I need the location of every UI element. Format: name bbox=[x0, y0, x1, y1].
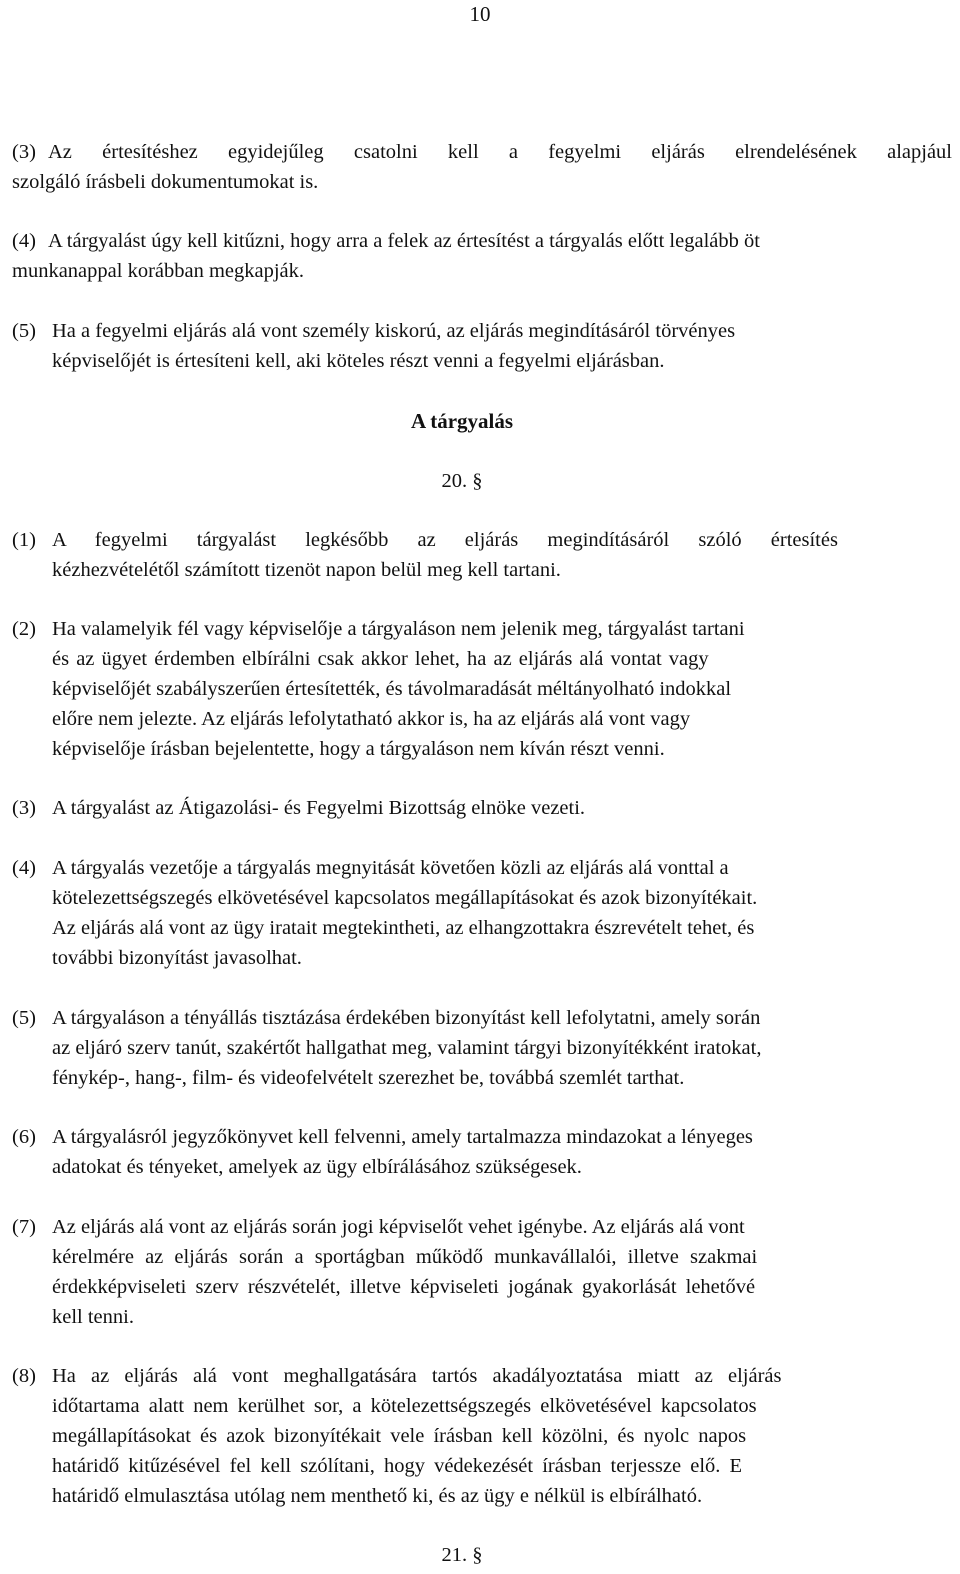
paragraph-line: A tárgyalást az Átigazolási- és Fegyelmi Bizottság elnöke vezeti. bbox=[52, 797, 586, 819]
paragraph-3 bbox=[12, 137, 952, 197]
paragraph-line: határidő elmulasztása utólag nem menthető ki, és az ügy e nélkül is elbírálható. bbox=[52, 1485, 703, 1507]
paragraph-line: A tárgyalásról jegyzőkönyvet kell felvenni, amely tartalmazza mindazokat a lényeges bbox=[52, 1126, 753, 1148]
paragraph-number: (3) bbox=[12, 797, 36, 819]
paragraph-20-1 bbox=[12, 525, 952, 585]
paragraph-number: (8) bbox=[12, 1365, 36, 1387]
paragraph-line: kérelmére az eljárás során a sportágban működő munkavállalói, illetve szakmai bbox=[52, 1246, 758, 1268]
paragraph-line: Az eljárás alá vont az ügy iratait megtekintheti, az elhangzottakra észrevételt tehet, és bbox=[52, 917, 755, 939]
paragraph-line: Az értesítéshez egyidejűleg csatolni kell a fegyelmi eljárás elrendelésének alapjául bbox=[48, 141, 952, 163]
paragraph-line: és az ügyet érdemben elbírálni csak akkor lehet, ha az eljárás alá vontat vagy bbox=[52, 648, 709, 670]
paragraph-line: képviselőjét is értesíteni kell, aki köteles részt venni a fegyelmi eljárásban. bbox=[52, 350, 665, 372]
paragraph-line: Ha valamelyik fél vagy képviselője a tárgyaláson nem jelenik meg, tárgyalást tartani bbox=[52, 618, 745, 640]
paragraph-number: (7) bbox=[12, 1216, 36, 1238]
paragraph-line: Az eljárás alá vont az eljárás során jogi képviselőt vehet igénybe. Az eljárás alá vont bbox=[52, 1216, 745, 1238]
paragraph-number: (1) bbox=[12, 529, 36, 551]
paragraph-line: további bizonyítást javasolhat. bbox=[52, 947, 302, 969]
page-number: 10 bbox=[469, 2, 491, 26]
paragraph-20-5 bbox=[12, 1003, 952, 1093]
paragraph-line: fénykép-, hang-, film- és videofelvételt szerezhet be, továbbá szemlét tarthat. bbox=[52, 1067, 685, 1089]
paragraph-line: A tárgyalás vezetője a tárgyalás megnyitását követően közli az eljárás alá vonttal a bbox=[52, 857, 729, 879]
paragraph-number: (3) bbox=[12, 141, 36, 163]
paragraph-line: szolgáló írásbeli dokumentumokat is. bbox=[12, 171, 319, 193]
paragraph-20-7 bbox=[12, 1212, 952, 1332]
paragraph-line: Ha a fegyelmi eljárás alá vont személy kiskorú, az eljárás megindításáról törvényes bbox=[52, 320, 736, 342]
paragraph-line: megállapításokat és azok bizonyítékait vele írásban kell közölni, és nyolc napos bbox=[52, 1425, 747, 1447]
paragraph-line: előre nem jelezte. Az eljárás lefolytatható akkor is, ha az eljárás alá vont vagy bbox=[52, 708, 691, 730]
paragraph-number: (4) bbox=[12, 230, 36, 252]
section-number-21: 21. § bbox=[441, 1544, 483, 1566]
paragraph-20-2 bbox=[12, 614, 952, 764]
paragraph-line: munkanappal korábban megkapják. bbox=[12, 260, 305, 282]
paragraph-number: (4) bbox=[12, 857, 36, 879]
paragraph-line: képviselője írásban bejelentette, hogy a tárgyaláson nem kíván részt venni. bbox=[52, 738, 665, 760]
paragraph-line: határidő kitűzésével fel kell szólítani, hogy védekezését írásban terjessze elő. E bbox=[52, 1455, 743, 1477]
paragraph-line: az eljáró szerv tanút, szakértőt hallgathat meg, valamint tárgyi bizonyítékként iratokat, bbox=[52, 1037, 762, 1059]
paragraph-line: Ha az eljárás alá vont meghallgatására tartós akadályoztatása miatt az eljárás bbox=[52, 1365, 782, 1387]
paragraph-number: (5) bbox=[12, 320, 36, 342]
paragraph-5 bbox=[12, 316, 952, 376]
section-number-20: 20. § bbox=[441, 470, 483, 492]
paragraph-line: képviselőjét szabályszerűen értesítették, és távolmaradását méltányolható indokkal bbox=[52, 678, 732, 700]
paragraph-line: kell tenni. bbox=[52, 1306, 134, 1328]
paragraph-20-8 bbox=[12, 1361, 952, 1511]
paragraph-line: időtartama alatt nem kerülhet sor, a kötelezettségszegés elkövetésével kapcsolatos bbox=[52, 1395, 757, 1417]
paragraph-number: (2) bbox=[12, 618, 36, 640]
paragraph-line: kézhezvételétől számított tizenöt napon belül meg kell tartani. bbox=[52, 559, 561, 581]
paragraph-20-6 bbox=[12, 1122, 952, 1182]
paragraph-number: (6) bbox=[12, 1126, 36, 1148]
paragraph-line: adatokat és tényeket, amelyek az ügy elbírálásához szükségesek. bbox=[52, 1156, 582, 1178]
paragraph-20-3 bbox=[12, 793, 952, 823]
paragraph-line: A tárgyalást úgy kell kitűzni, hogy arra a felek az értesítést a tárgyalás előtt legalább öt bbox=[48, 230, 760, 252]
paragraph-line: érdekképviseleti szerv részvételét, illetve képviseleti jogának gyakorlását lehetővé bbox=[52, 1276, 756, 1298]
paragraph-number: (5) bbox=[12, 1007, 36, 1029]
paragraph-4 bbox=[12, 226, 952, 286]
paragraph-line: A tárgyaláson a tényállás tisztázása érdekében bizonyítást kell lefolytatni, amely során bbox=[52, 1007, 761, 1029]
paragraph-line: A fegyelmi tárgyalást legkésőbb az eljárás megindításáról szóló értesítés bbox=[52, 529, 838, 551]
paragraph-20-4 bbox=[12, 853, 952, 973]
paragraph-line: kötelezettségszegés elkövetésével kapcsolatos megállapításokat és azok bizonyítékait. bbox=[52, 887, 758, 909]
section-heading: A tárgyalás bbox=[410, 409, 514, 433]
